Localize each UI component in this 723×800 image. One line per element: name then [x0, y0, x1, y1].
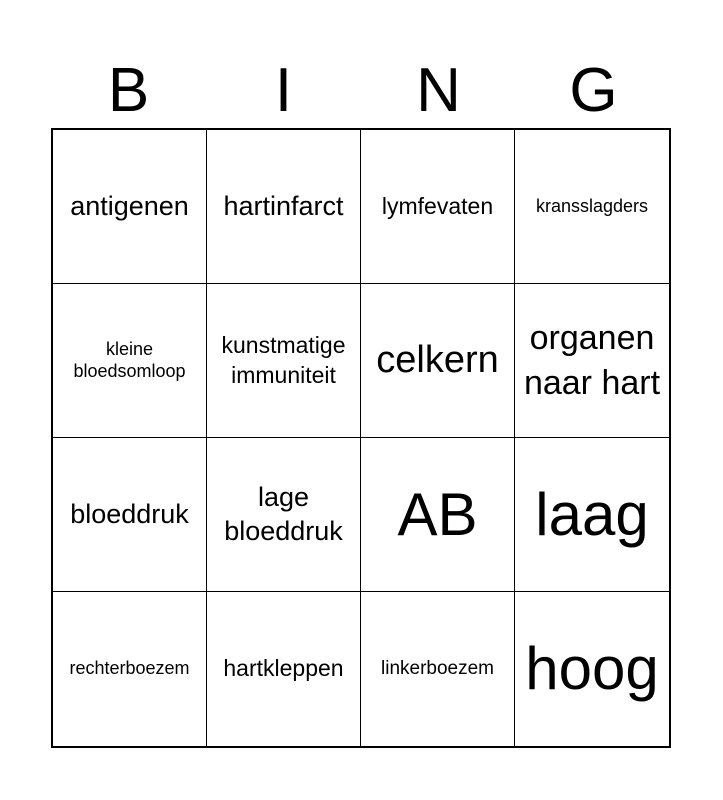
- cell-text: lymfevaten: [381, 192, 494, 219]
- bingo-board: [51, 128, 671, 748]
- cell-text: kransslagders: [535, 195, 649, 216]
- cell-text: kunstmatige immuniteit: [221, 331, 346, 388]
- cell-text: antigenen: [70, 190, 189, 221]
- bingo-header: [51, 54, 671, 128]
- cell-text: rechterboezem: [69, 658, 190, 679]
- cell-text: lage bloeddruk: [224, 481, 343, 546]
- cell-text: hoog: [525, 635, 659, 702]
- header-letter-i: I: [274, 56, 293, 125]
- bingo-cell[interactable]: [207, 130, 361, 284]
- cell-text: celkern: [376, 338, 499, 381]
- header-letter-n: N: [416, 56, 461, 125]
- bingo-cell[interactable]: [515, 592, 669, 746]
- bingo-cell[interactable]: [361, 438, 515, 592]
- bingo-cell[interactable]: [361, 592, 515, 746]
- bingo-cell[interactable]: [515, 284, 669, 438]
- bingo-cell[interactable]: [361, 284, 515, 438]
- cell-text: bloeddruk: [70, 498, 189, 529]
- cell-text: hartinfarct: [223, 190, 344, 221]
- cell-text: kleine bloedsomloop: [73, 338, 186, 381]
- bingo-cell[interactable]: [207, 592, 361, 746]
- bingo-cell[interactable]: [361, 130, 515, 284]
- bingo-cell[interactable]: [53, 592, 207, 746]
- bingo-cell[interactable]: [53, 438, 207, 592]
- cell-text: AB: [397, 480, 478, 548]
- cell-text: organen naar hart: [523, 319, 661, 402]
- bingo-cell[interactable]: [515, 438, 669, 592]
- cell-text: hartkleppen: [223, 655, 344, 682]
- bingo-cell[interactable]: [207, 438, 361, 592]
- cell-text: linkerboezem: [381, 658, 494, 680]
- header-letter-g: G: [569, 56, 618, 125]
- cell-text: laag: [535, 480, 649, 548]
- bingo-cell[interactable]: [515, 130, 669, 284]
- header-letter-b: B: [107, 56, 150, 125]
- bingo-cell[interactable]: [207, 284, 361, 438]
- bingo-cell[interactable]: [53, 130, 207, 284]
- bingo-cell[interactable]: [53, 284, 207, 438]
